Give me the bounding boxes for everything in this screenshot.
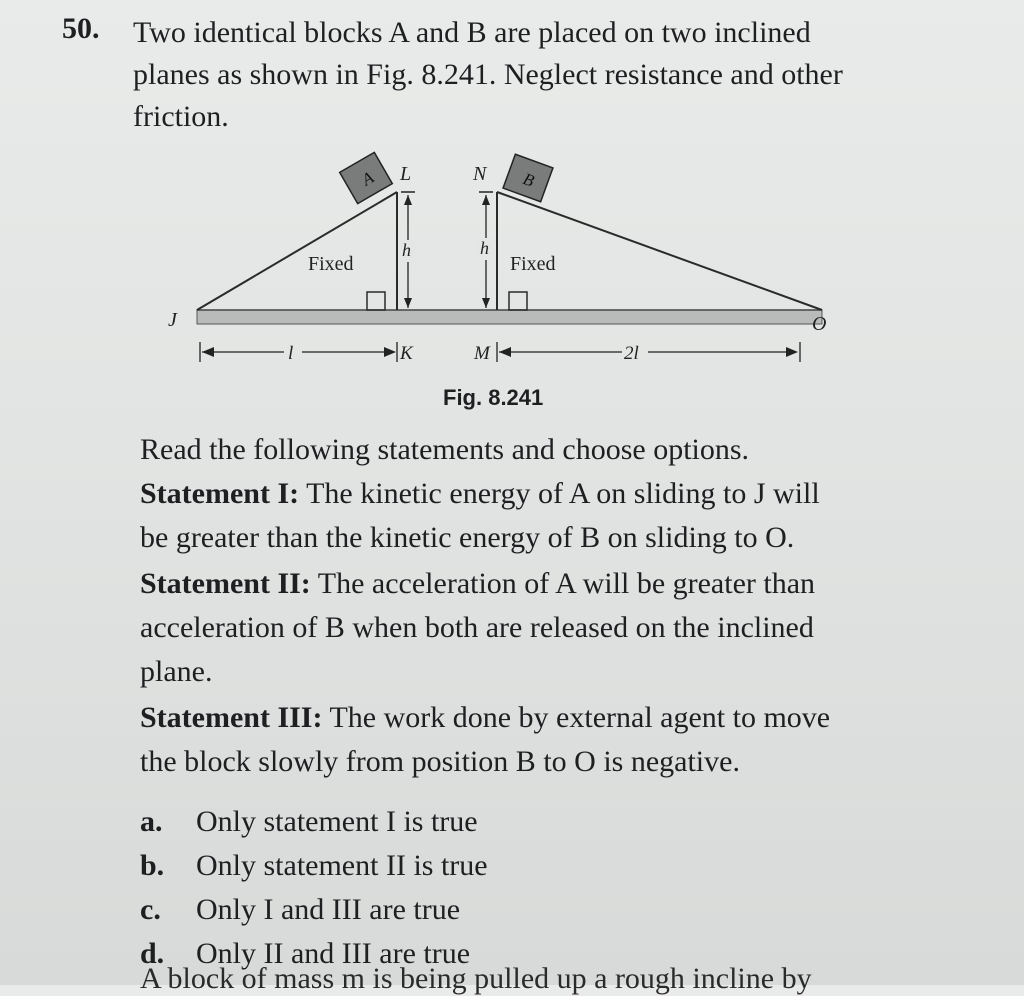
statement-text: The kinetic energy of A on sliding to J will [299,477,820,510]
O-label: O [812,313,827,335]
L-label: L [400,163,412,185]
statement-3 [140,696,960,784]
option-letter: c. [140,893,161,926]
figure-caption: Fig. 8.241 [443,385,544,410]
statement-2 [140,562,960,694]
block-b [503,154,553,202]
option-letter: a. [140,805,163,838]
right-angle-mark-right [509,292,527,310]
J-label: J [168,309,177,331]
M-label: M [474,343,490,364]
answer-options [140,800,488,976]
question-text [133,12,963,138]
option-b[interactable] [140,844,488,888]
statement-text: The acceleration of A will be greater than [310,567,816,600]
h-label-right: h [480,238,489,258]
statement-label: Statement II: [140,567,311,600]
statement-text: the block slowly from position B to O is negative. [140,745,740,778]
next-question-cutoff: A block of mass m is being pulled up a rough incline by [140,962,812,995]
question-line: planes as shown in Fig. 8.241. Neglect resistance and other [133,58,843,91]
fixed-label-right: Fixed [510,253,556,275]
inclined-planes-figure [160,150,860,375]
ground-slab [197,310,822,324]
question-line: Two identical blocks A and B are placed on two inclined [133,16,811,49]
h-label-left: h [402,240,411,260]
statement-label: Statement I: [140,477,300,510]
option-c[interactable] [140,888,488,932]
block-b-label: B [520,169,537,191]
statements-block [140,428,960,786]
right-angle-mark-left [367,292,385,310]
statement-1 [140,472,960,560]
option-letter: b. [140,849,165,882]
block-a-label: A [358,167,378,190]
option-text: Only statement II is true [196,849,488,882]
option-text: Only I and III are true [196,893,461,926]
statement-text: The work done by external agent to move [322,701,831,734]
K-label: K [400,343,413,364]
option-text: Only II and III are true [196,937,471,970]
statement-text: acceleration of B when both are released on the inclined [140,611,814,644]
N-label: N [473,163,487,185]
right-incline [497,192,822,310]
statement-text: be greater than the kinetic energy of B on sliding to O. [140,521,795,554]
l-label: l [288,343,294,364]
option-text: Only statement I is true [196,805,478,838]
fixed-label-left: Fixed [308,253,354,275]
option-letter: d. [140,937,165,970]
instruction-text: Read the following statements and choose options. [140,433,750,466]
block-a [340,152,393,203]
option-a[interactable] [140,800,488,844]
statement-label: Statement III: [140,701,323,734]
question-line: friction. [133,100,229,133]
2l-label: 2l [624,343,639,364]
statement-text: plane. [140,655,213,688]
question-number: 50. [62,12,100,45]
